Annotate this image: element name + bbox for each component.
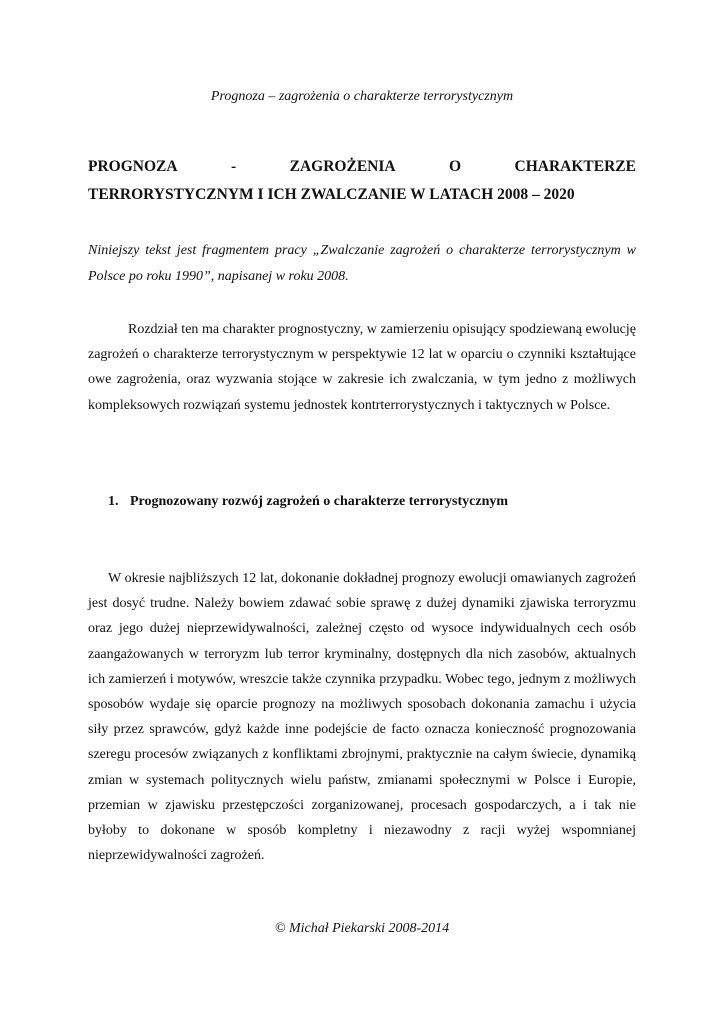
body-paragraph-2: W okresie najbliższych 12 lat, dokonanie dokładnej prognozy ewolucji omawianych zagrożeń jest dosyć trudne. Należy bowiem zdawać sobie sprawę z dużej dynamiki zjawiska terroryzmu oraz jego dużej nieprzewidywalności, zależnej często od wysoce indywidualnych cech osób zaangażowanych w terroryzm lub terror kryminalny, dostępnych dla nich zasobów, aktualnych ich zamierzeń i motywów, wreszcie także czynnika przypadku. Wobec tego, jednym z możliwych sposobów wydaje się oparcie prognozy na możliwych sposobach dokonania zamachu i użycia siły przez sprawców, gdyż każde inne podejście de facto oznacza konieczność prognozowania szeregu procesów związanych z konfliktami zbrojnymi, praktycznie na całym świecie, dynamiką zmian w systemach politycznych wielu państw, zmianami społecznymi w Polsce i Europie, przemian w zjawisku przestępczości zorganizowanej, procesach gospodarczych, a i tak nie byłoby to dokonane w sposób kompletny i niezawodny z racji wyżej wspomnianej nieprzewidywalności zagrożeń.	[88, 571, 636, 864]
title-line-1	[88, 153, 636, 181]
title-word: ZAGROŻENIA	[289, 158, 396, 175]
copyright-footer: © Michał Piekarski 2008-2014	[274, 921, 450, 936]
section-heading	[108, 492, 648, 512]
intro-note: Niniejszy tekst jest fragmentem pracy „Zwalczanie zagrożeń o charakterze terrorystycznym w Polsce po roku 1990”, napisanej w roku 2008.	[88, 243, 636, 284]
title-word: CHARAKTERZE	[514, 158, 636, 175]
section-number: 1.	[108, 494, 119, 509]
section-title: Prognozowany rozwój zagrożeń o charakterze terrorystycznym	[130, 494, 509, 509]
running-header: Prognoza – zagrożenia o charakterze terrorystycznym	[210, 89, 514, 104]
document-title	[88, 153, 636, 209]
title-line-2: TERRORYSTYCZNYM I ICH ZWALCZANIE W LATACH 2008 – 2020	[88, 186, 575, 203]
title-word: -	[231, 158, 237, 175]
body-paragraph-1: Rozdział ten ma charakter prognostyczny, w zamierzeniu opisujący spodziewaną ewolucję zagrożeń o charakterze terrorystycznym w perspektywie 12 lat w oparciu o czynniki kształtujące owe zagrożenia, oraz wyzwania stojące w zakresie ich zwalczania, w tym jedno z możliwych kompleksowych rozwiązań systemu jednostek kontrterrorystycznych i taktycznych w Polsce.	[88, 322, 636, 413]
title-word: PROGNOZA	[88, 158, 178, 175]
title-word: O	[449, 158, 462, 175]
